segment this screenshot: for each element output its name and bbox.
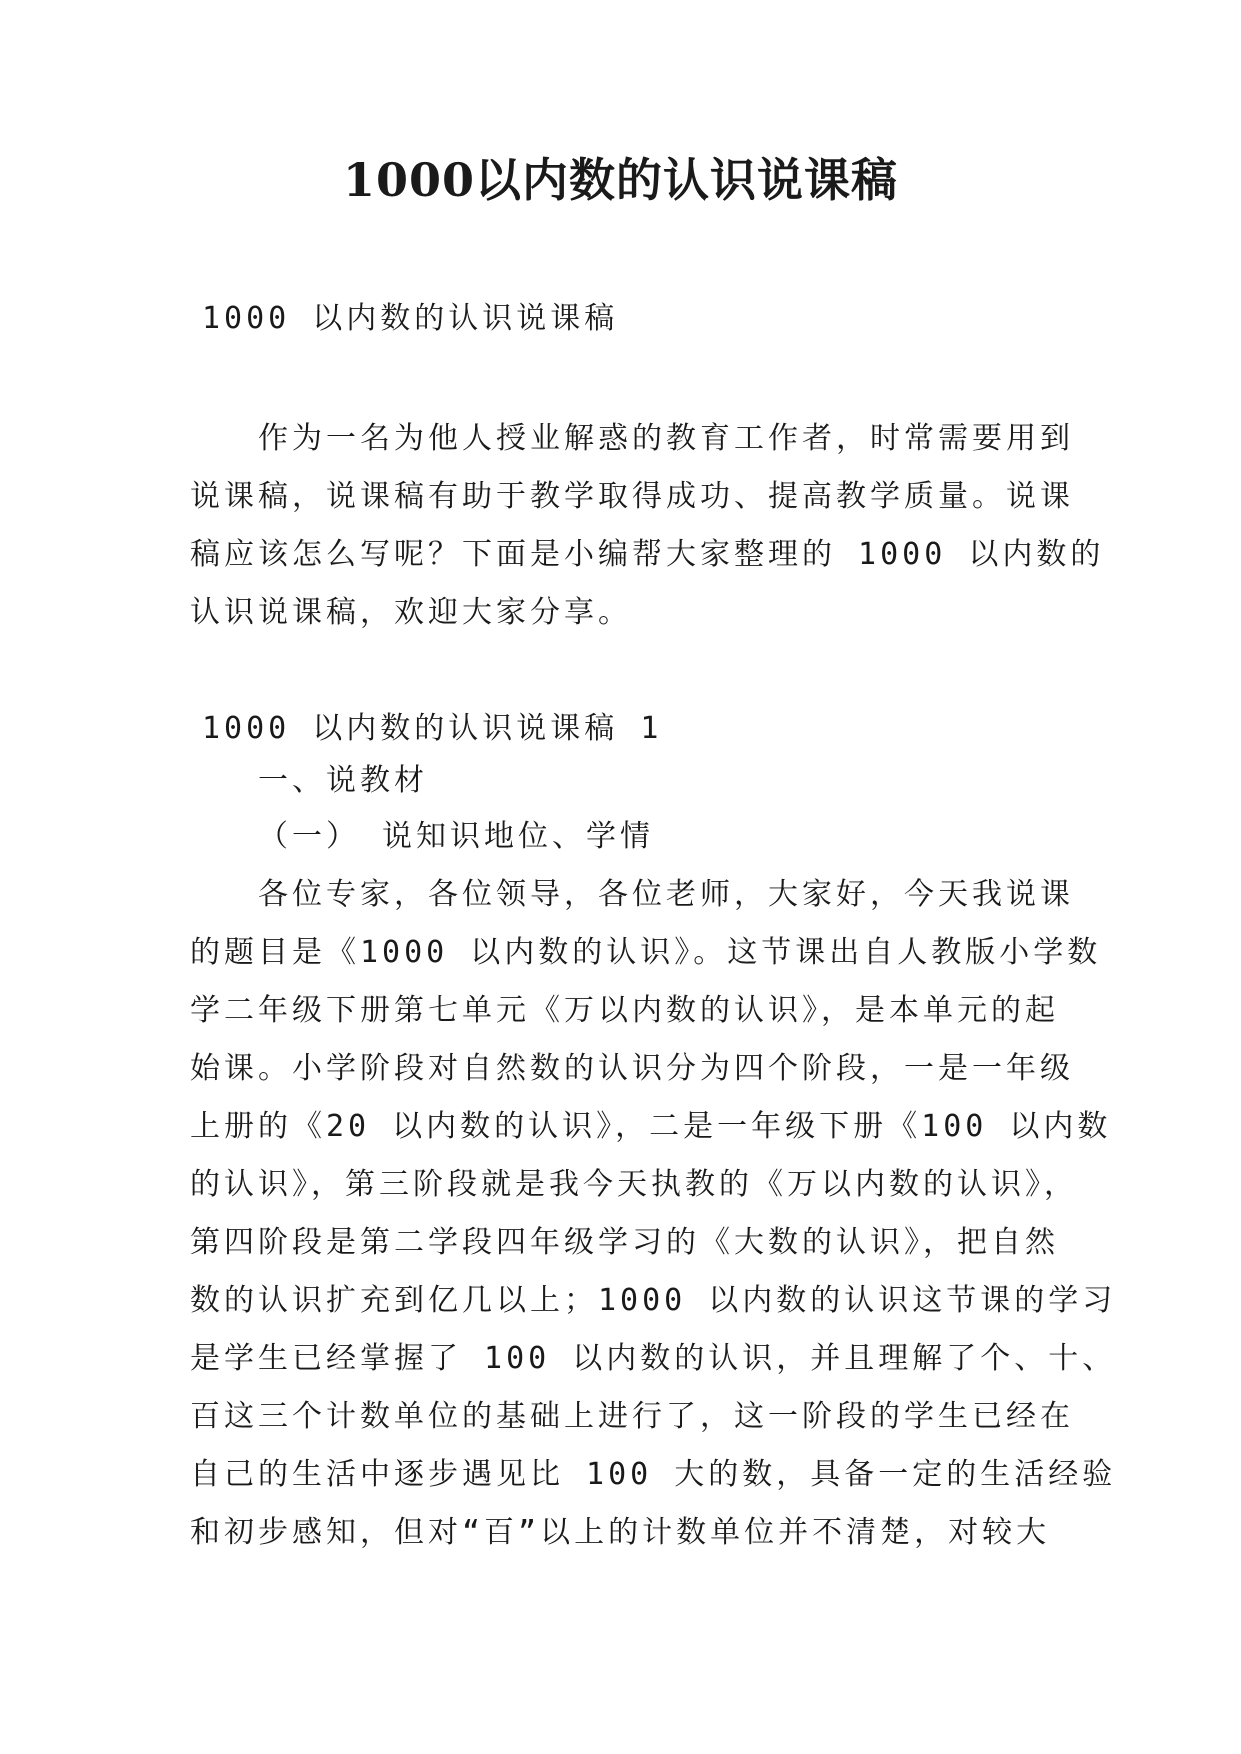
intro-line: 作为一名为他人授业解惑的教育工作者，时常需要用到 <box>258 421 1074 456</box>
intro-paragraph <box>190 410 1105 642</box>
intro-line: 说课稿，说课稿有助于教学取得成功、提高教学质量。说课 <box>190 479 1074 514</box>
body-line: 和初步感知，但对“百”以上的计数单位并不清楚，对较大 <box>190 1515 1051 1550</box>
intro-line: 认识说课稿，欢迎大家分享。 <box>190 595 632 630</box>
body-line: 第四阶段是第二学段四年级学习的《大数的认识》，把自然 <box>190 1225 1059 1260</box>
body-line: 是学生已经掌握了 100 以内数的认识，并且理解了个、十、 <box>190 1341 1117 1376</box>
intro-line: 稿应该怎么写呢？下面是小编帮大家整理的 1000 以内数的 <box>190 537 1105 572</box>
body-line: 上册的《20 以内数的认识》，二是一年级下册《100 以内数 <box>190 1109 1112 1144</box>
document-subtitle: 1000 以内数的认识说课稿 <box>202 301 619 336</box>
heading-level2: （一） 说知识地位、学情 <box>258 819 655 854</box>
body-line: 始课。小学阶段对自然数的认识分为四个阶段，一是一年级 <box>190 1051 1074 1086</box>
body-line: 数的认识扩充到亿几以上；1000 以内数的认识这节课的学习 <box>190 1283 1117 1318</box>
body-line: 的题目是《1000 以内数的认识》。这节课出自人教版小学数 <box>190 935 1102 970</box>
section-heading: 1000 以内数的认识说课稿 1 <box>202 711 663 746</box>
body-line: 的认识》，第三阶段就是我今天执教的《万以内数的认识》， <box>190 1167 1078 1202</box>
body-line: 百这三个计数单位的基础上进行了，这一阶段的学生已经在 <box>190 1399 1074 1434</box>
body-paragraph <box>190 866 1117 1562</box>
body-line: 自己的生活中逐步遇见比 100 大的数，具备一定的生活经验 <box>190 1457 1117 1492</box>
heading-level1: 一、说教材 <box>258 763 428 798</box>
body-line: 各位专家，各位领导，各位老师，大家好，今天我说课 <box>258 877 1074 912</box>
document-title: 1000以内数的认识说课稿 <box>342 153 899 207</box>
body-line: 学二年级下册第七单元《万以内数的认识》，是本单元的起 <box>190 993 1059 1028</box>
